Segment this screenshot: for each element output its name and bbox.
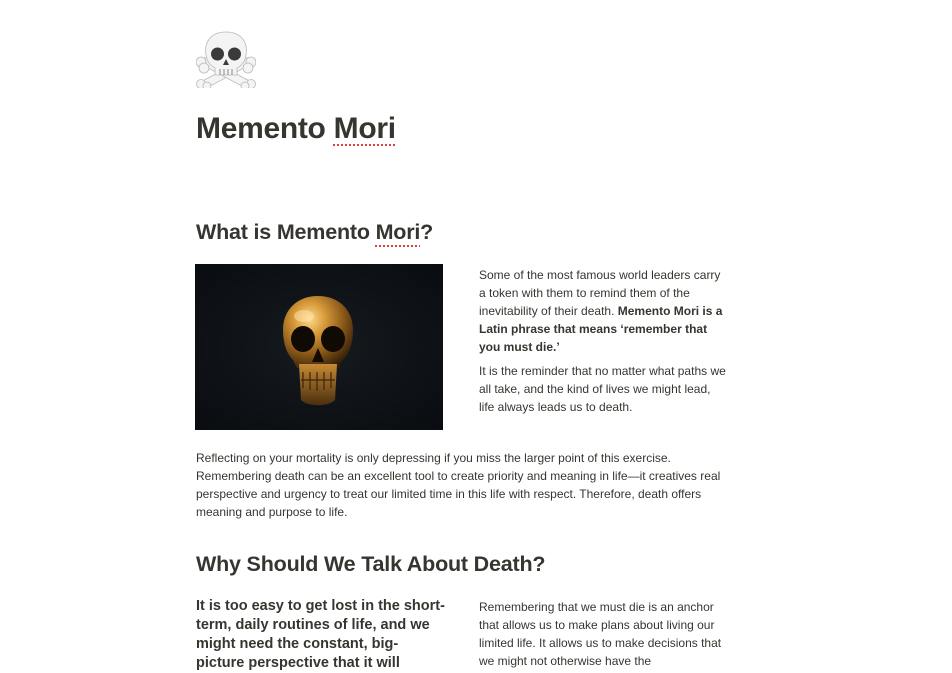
reflection-paragraph[interactable]: Reflecting on your mortality is only depressing if you miss the larger point of this exercise. Remembering death can be an excellent tool to create priority and meaning in life—it creatives real perspective and urgency to treat our limited time in this life with respect. Therefore, death offers meaning and purpose to life. [196, 451, 721, 519]
page-title[interactable]: Memento Mori [196, 112, 396, 145]
spellcheck-flagged-word[interactable]: Mori [375, 220, 421, 244]
golden-skull-photo[interactable] [195, 264, 443, 430]
latin-phrase-definition: Memento Mori is a Latin phrase that means ‘remember that you must die.’ [479, 304, 723, 354]
reminder-paragraph[interactable]: It is the reminder that no matter what paths we all take, and the kind of lives we might lead, life always leads us to death. [479, 364, 726, 414]
anchor-paragraph[interactable]: Remembering that we must die is an anchor that allows us to make plans about living our limited life. It allows us to make decisions that we might not otherwise have the [479, 600, 722, 668]
spellcheck-flagged-word[interactable]: Mori [333, 112, 396, 145]
intro-paragraph[interactable]: Some of the most famous world leaders carry a token with them to remind them of the inevitability of their death. Memento Mori is a Latin phrase that means ‘remember that you must die.’ [479, 268, 723, 354]
pull-quote[interactable]: It is too easy to get lost in the short-term, daily routines of life, and we might need the constant, big-picture perspective that it will [196, 598, 445, 671]
skull-and-crossbones-icon[interactable] [196, 28, 256, 88]
heading-why-talk-about-death[interactable]: Why Should We Talk About Death? [196, 552, 546, 576]
heading-what-is-memento-mori[interactable]: What is Memento Mori? [196, 220, 434, 244]
